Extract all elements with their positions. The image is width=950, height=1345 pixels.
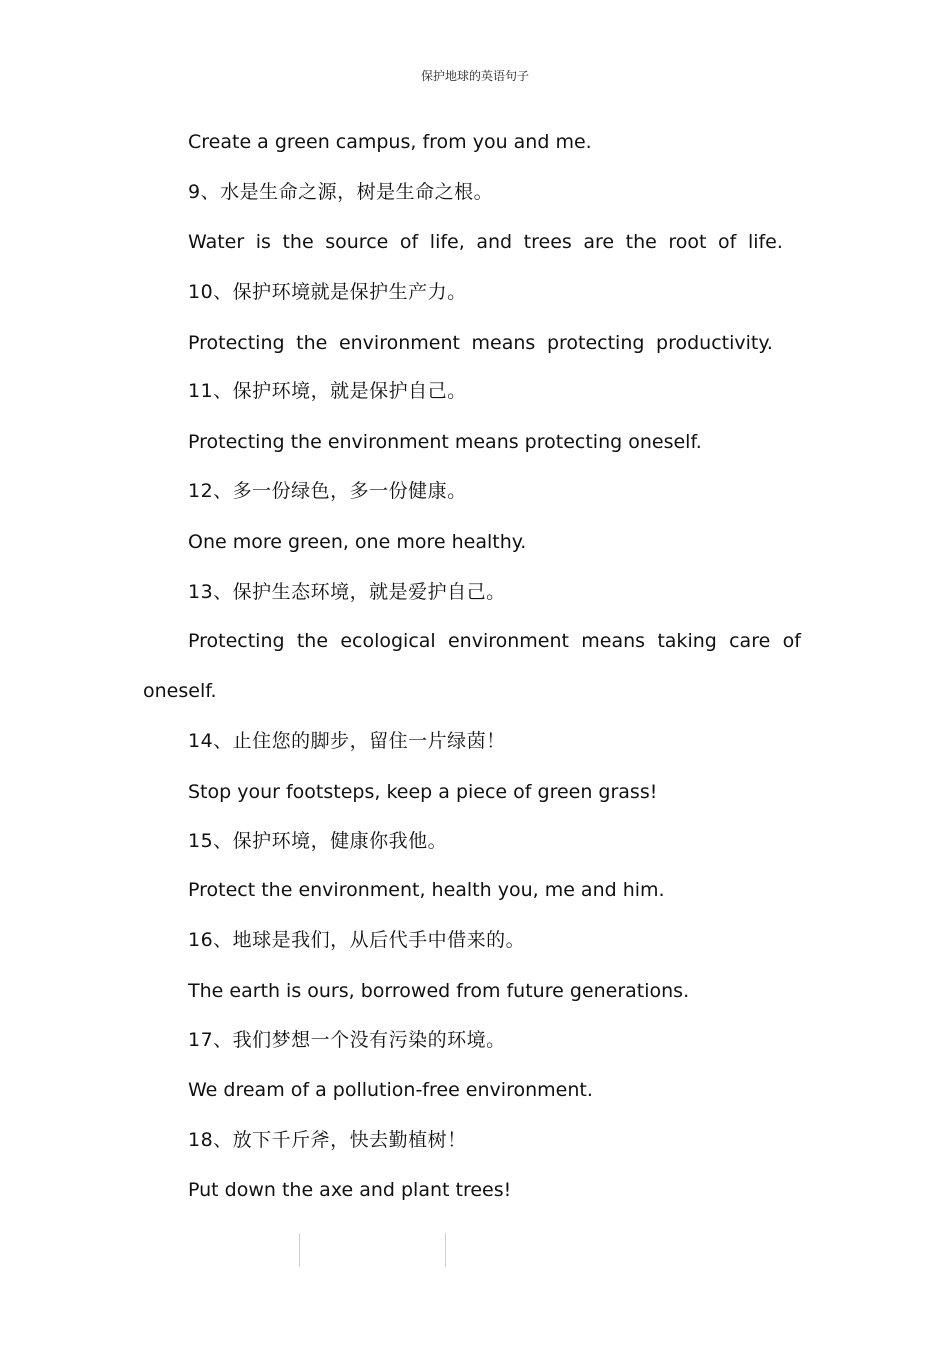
word: Protecting — [188, 630, 285, 652]
word: Protecting — [188, 332, 285, 354]
word: life. — [747, 231, 783, 253]
word: the — [625, 231, 657, 253]
word: means — [471, 332, 536, 354]
sentence-english: The earth is ours, borrowed from future generations. — [188, 980, 690, 1002]
sentence-english: Create a green campus, from you and me. — [188, 131, 592, 153]
sentence-chinese: 12、多一份绿色，多一份健康。 — [188, 480, 467, 502]
word: of — [718, 231, 737, 253]
sentence-english-justified — [188, 330, 773, 356]
word: ecological — [340, 630, 436, 652]
word: environment — [338, 332, 460, 354]
sentence-english: Put down the axe and plant trees! — [188, 1179, 512, 1201]
sentence-chinese: 11、保护环境，就是保护自己。 — [188, 380, 467, 402]
word: of — [782, 630, 801, 652]
word: life, — [429, 231, 465, 253]
sentence-chinese: 10、保护环境就是保护生产力。 — [188, 281, 467, 303]
sentence-chinese: 14、止住您的脚步，留住一片绿茵！ — [188, 730, 506, 752]
sentence-english-justified — [188, 628, 801, 654]
sentence-chinese: 18、放下千斤斧，快去勤植树！ — [188, 1129, 467, 1151]
sentence-chinese: 16、地球是我们，从后代手中借来的。 — [188, 929, 526, 951]
word: environment — [447, 630, 569, 652]
word: and — [476, 231, 513, 253]
sentence-chinese: 9、水是生命之源，树是生命之根。 — [188, 181, 494, 203]
word: source — [325, 231, 389, 253]
word: are — [583, 231, 615, 253]
word: the — [296, 630, 329, 652]
sentence-chinese: 15、保护环境，健康你我他。 — [188, 830, 448, 852]
word: of — [399, 231, 419, 253]
word: is — [255, 231, 271, 253]
word: Water — [188, 231, 245, 253]
word: means — [581, 630, 646, 652]
footer-divider-left — [299, 1233, 300, 1267]
word: taking — [657, 630, 717, 652]
sentence-english-continuation: oneself. — [143, 680, 217, 702]
word: the — [282, 231, 314, 253]
word: protecting — [546, 332, 645, 354]
word: trees — [523, 231, 572, 253]
footer-divider-right — [445, 1233, 446, 1267]
sentence-chinese: 13、保护生态环境，就是爱护自己。 — [188, 581, 506, 603]
word: the — [296, 332, 328, 354]
word: productivity. — [656, 332, 773, 354]
sentence-english: Stop your footsteps, keep a piece of green grass! — [188, 781, 658, 803]
page-header-title: 保护地球的英语句子 — [420, 69, 529, 83]
sentence-english: One more green, one more healthy. — [188, 531, 527, 553]
word: care — [729, 630, 771, 652]
sentence-english: Protect the environment, health you, me and him. — [188, 879, 665, 901]
sentence-english-justified — [188, 229, 783, 255]
word: root — [668, 231, 707, 253]
sentence-english: We dream of a pollution-free environment. — [188, 1079, 593, 1101]
sentence-english: Protecting the environment means protecting oneself. — [188, 431, 702, 453]
sentence-chinese: 17、我们梦想一个没有污染的环境。 — [188, 1029, 506, 1051]
